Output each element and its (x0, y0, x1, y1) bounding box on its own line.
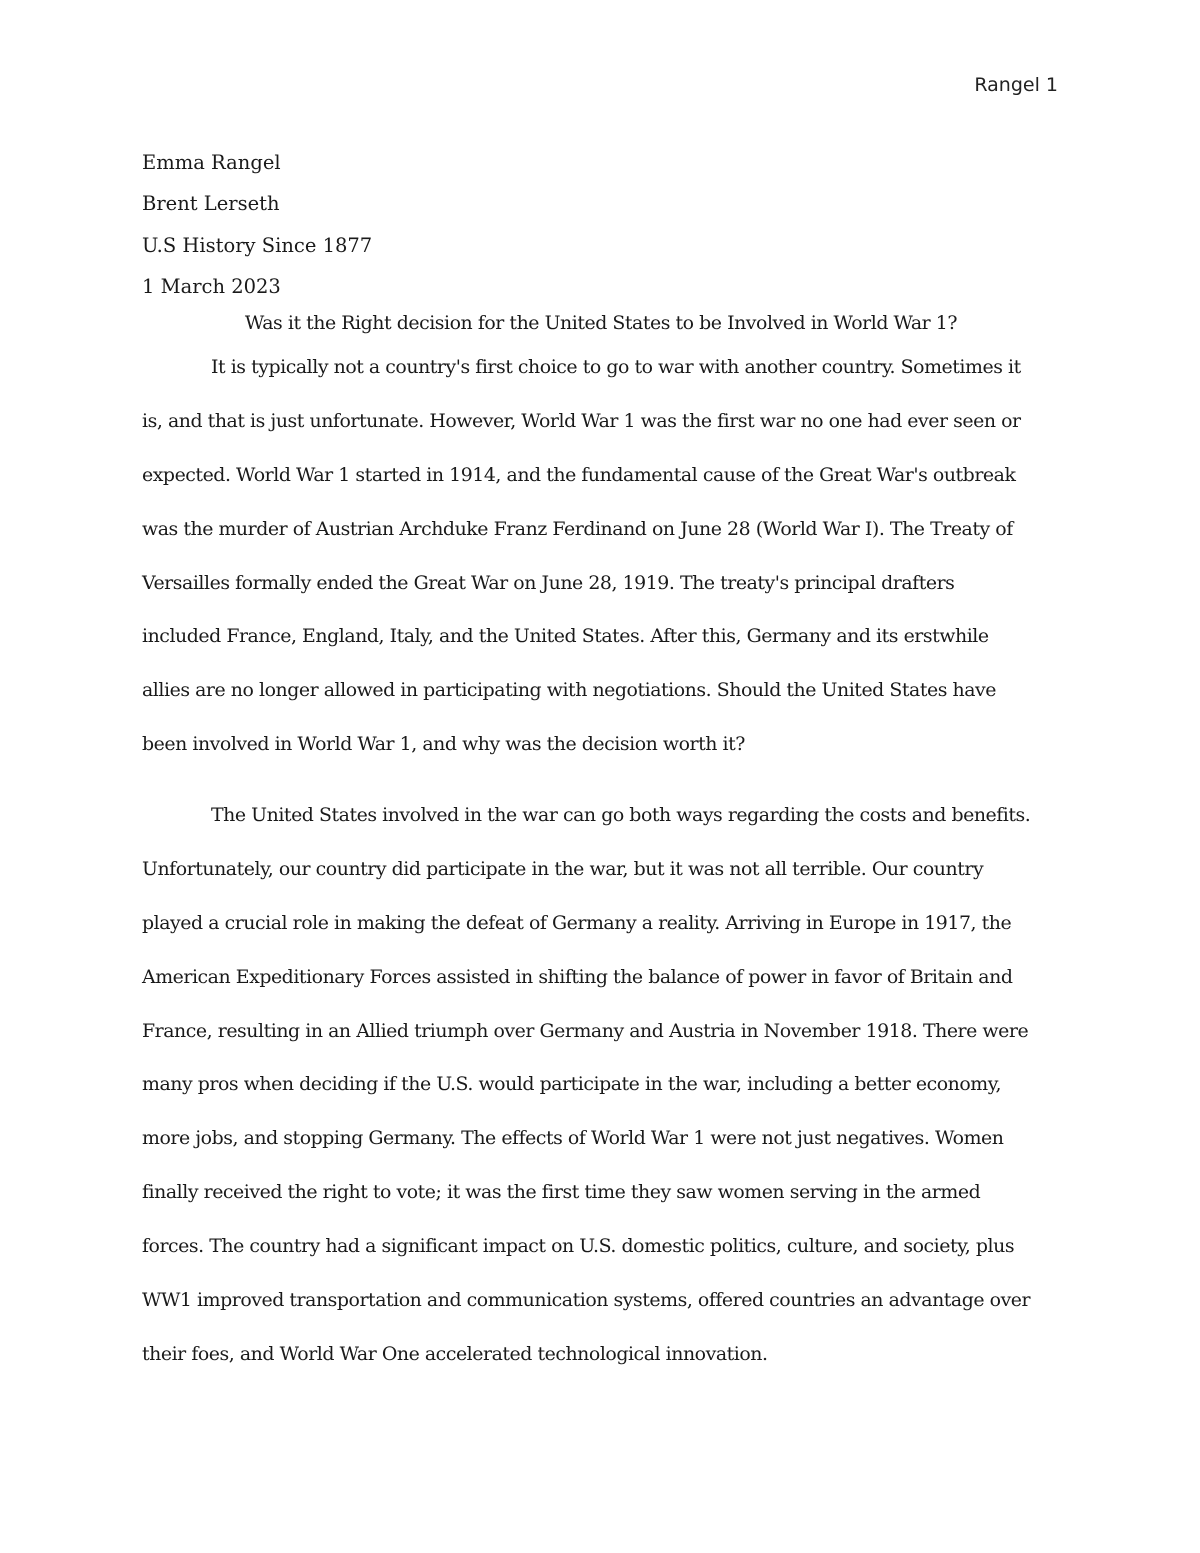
paragraph-line: finally received the right to vote; it was the first time they saw women serving in the armed (142, 1181, 981, 1204)
paragraph-line: Unfortunately, our country did participate in the war, but it was not all terrible. Our country (142, 857, 984, 880)
paragraph-line: allies are no longer allowed in participating with negotiations. Should the United States have (142, 679, 996, 702)
date: 1 March 2023 (142, 274, 281, 298)
paragraph-line: their foes, and World War One accelerated technological innovation. (142, 1342, 768, 1365)
running-head: Rangel 1 (974, 74, 1058, 96)
paragraph-line: included France, England, Italy, and the United States. After this, Germany and its erstwhile (142, 625, 989, 648)
student-name: Emma Rangel (142, 151, 281, 174)
paragraph-line: France, resulting in an Allied triumph over Germany and Austria in November 1918. There were (142, 1019, 1029, 1042)
mla-heading (142, 142, 1062, 307)
paragraph-line: It is typically not a country's first choice to go to war with another country. Sometimes it (211, 356, 1021, 378)
paragraph-line: more jobs, and stopping Germany. The effects of World War 1 were not just negatives. Women (142, 1127, 1004, 1150)
paragraph-line: American Expeditionary Forces assisted in shifting the balance of power in favor of Britain and (142, 965, 1013, 988)
essay-title: Was it the Right decision for the United States to be Involved in World War 1? (244, 312, 958, 334)
paragraph-line: been involved in World War 1, and why was the decision worth it? (142, 733, 745, 756)
paragraph-line: expected. World War 1 started in 1914, and the fundamental cause of the Great War's outbreak (142, 463, 1016, 486)
instructor-name: Brent Lerseth (142, 192, 280, 216)
paragraph-line: was the murder of Austrian Archduke Franz Ferdinand on June 28 (World War I). The Treaty of (142, 517, 1013, 540)
paragraph-1 (142, 341, 1021, 772)
paragraph-line: The United States involved in the war can go both ways regarding the costs and benefits. (211, 804, 1031, 826)
paragraph-line: played a crucial role in making the defeat of Germany a reality. Arriving in Europe in 1917, the (142, 911, 1012, 934)
paragraph-line: forces. The country had a significant impact on U.S. domestic politics, culture, and society, plus (142, 1235, 1015, 1258)
paragraph-line: is, and that is just unfortunate. However, World War 1 was the first war no one had ever seen or (142, 409, 1021, 432)
paragraph-line: many pros when deciding if the U.S. would participate in the war, including a better economy, (142, 1073, 1002, 1096)
paragraph-line: Versailles formally ended the Great War on June 28, 1919. The treaty's principal drafters (142, 571, 955, 594)
course-name: U.S History Since 1877 (142, 233, 373, 257)
paragraph-2 (142, 789, 1030, 1382)
paragraph-line: WW1 improved transportation and communication systems, offered countries an advantage over (142, 1289, 1031, 1312)
